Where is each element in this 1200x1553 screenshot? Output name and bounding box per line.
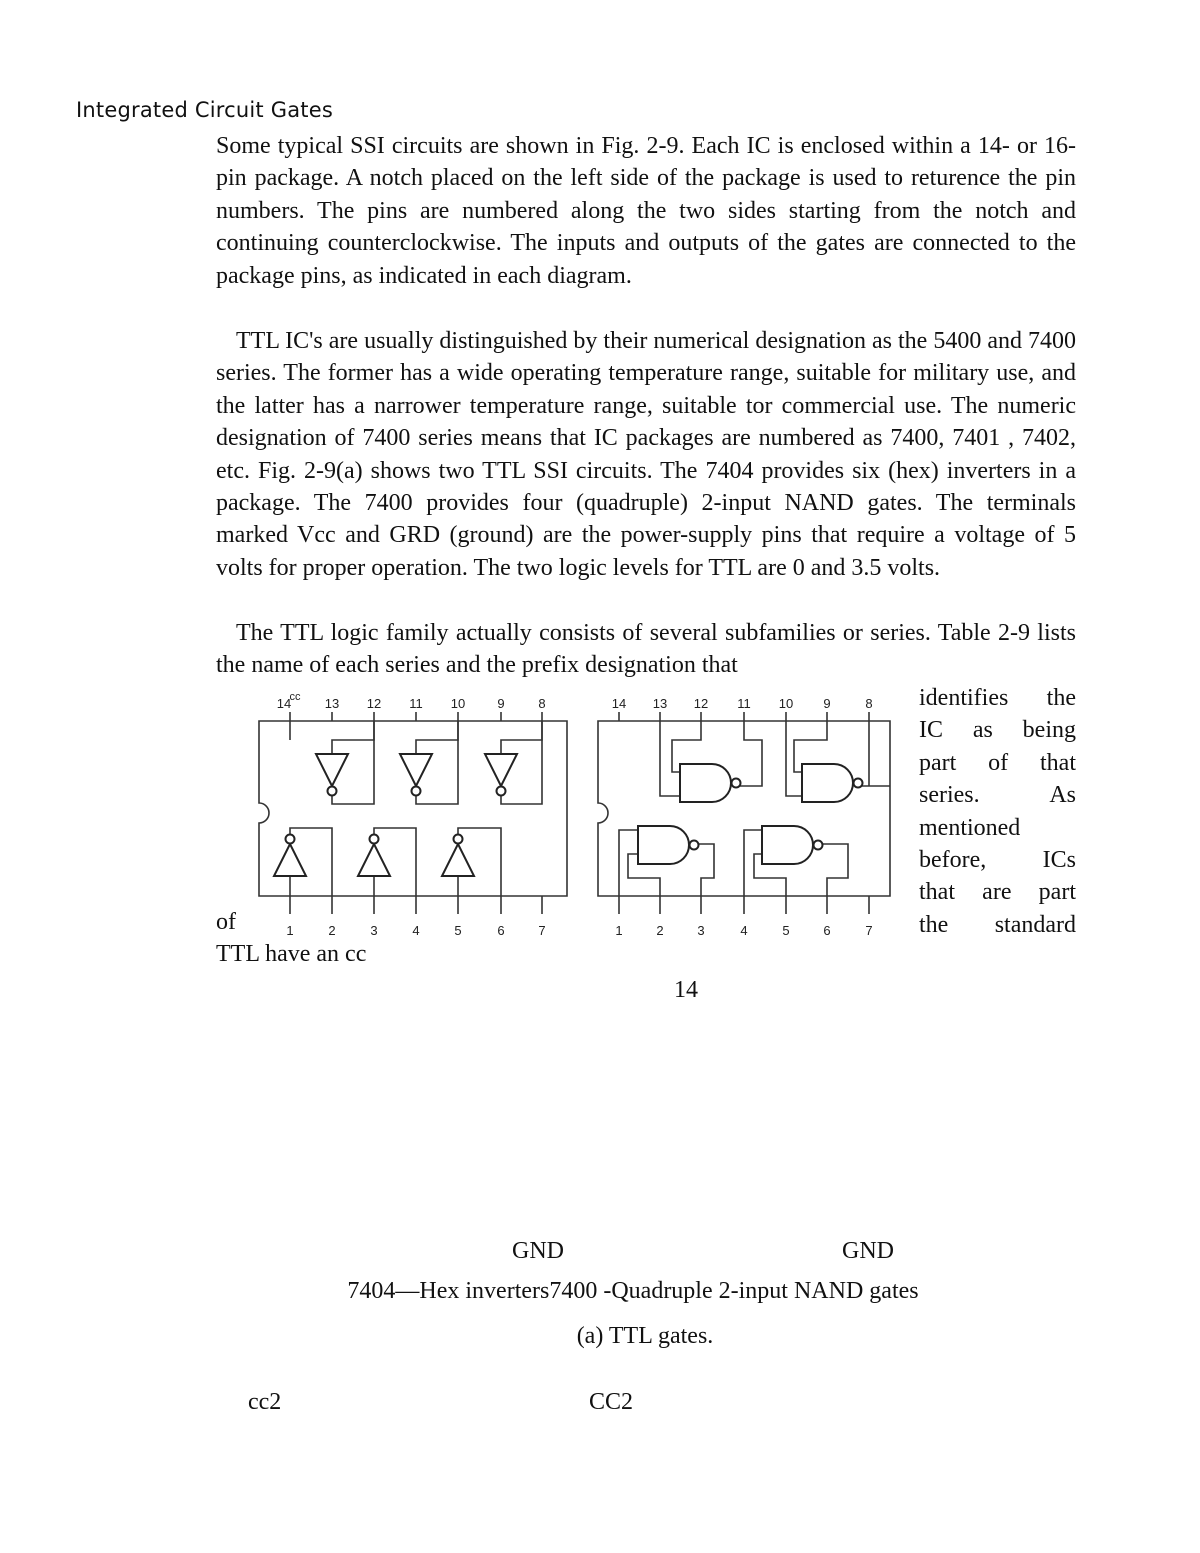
pin-label: 5 bbox=[454, 923, 462, 938]
top-pins bbox=[290, 712, 542, 721]
wrap-line: part of that bbox=[919, 749, 1076, 776]
wrap-line: before, ICs bbox=[919, 846, 1076, 873]
nand-gate bbox=[802, 764, 863, 802]
vcc-label: cc bbox=[289, 691, 301, 703]
cc2-label-left: cc2 bbox=[248, 1389, 282, 1415]
pin-label: 8 bbox=[865, 696, 873, 711]
pin-label: 7 bbox=[865, 923, 873, 938]
pin-label: 14 bbox=[611, 696, 627, 711]
nand-gate bbox=[680, 764, 741, 802]
pin-label: 5 bbox=[782, 923, 790, 938]
inverter-gate bbox=[400, 754, 432, 796]
top-pin-labels bbox=[612, 696, 873, 711]
cc2-label-right: CC2 bbox=[589, 1389, 634, 1415]
inverter-gate bbox=[274, 835, 306, 877]
pin-label: 4 bbox=[412, 923, 420, 938]
pin-label: 2 bbox=[328, 923, 336, 938]
gnd-label-right: GND bbox=[842, 1238, 894, 1264]
inverter-gate bbox=[358, 835, 390, 877]
pin-label: 6 bbox=[497, 923, 505, 938]
pin-label: 14 bbox=[276, 696, 292, 711]
bottom-pins bbox=[290, 896, 542, 914]
wrap-line: IC as being bbox=[919, 717, 1076, 744]
figure-subcaption: (a) TTL gates. bbox=[576, 1323, 714, 1349]
pin-label: 11 bbox=[737, 696, 751, 711]
ic-7404-diagram bbox=[250, 688, 580, 946]
pin-label: 13 bbox=[652, 696, 668, 711]
pin-label: 3 bbox=[697, 923, 705, 938]
ic-7400-diagram bbox=[590, 688, 915, 946]
inverter-gate bbox=[442, 835, 474, 877]
pin-label: 8 bbox=[538, 696, 546, 711]
top-pins bbox=[619, 712, 869, 721]
wrap-line: that are part bbox=[919, 879, 1076, 906]
pin-label: 13 bbox=[324, 696, 340, 711]
pin-label: 6 bbox=[823, 923, 831, 938]
pin-label: 12 bbox=[693, 696, 709, 711]
page-number: 14 bbox=[674, 977, 698, 1003]
wrap-line: identifies the bbox=[919, 685, 1076, 711]
nand-gate bbox=[638, 826, 699, 864]
inverter-gate bbox=[485, 754, 517, 796]
pin-label: 2 bbox=[656, 923, 664, 938]
paragraph-3-text: The TTL logic family actually consists of several subfamilies or series. Table 2-9 lists the name of each series and the prefix designation that bbox=[216, 620, 1076, 679]
gnd-label-left: GND bbox=[512, 1238, 564, 1264]
pin-label: 12 bbox=[366, 696, 382, 711]
bottom-wiring bbox=[290, 828, 501, 896]
pin-label: 1 bbox=[286, 923, 294, 938]
section-heading: Integrated Circuit Gates bbox=[76, 98, 333, 122]
paragraph-1-text: Some typical SSI circuits are shown in Fig. 2-9. Each IC is enclosed within a 14- or 16-pin package. A notch placed on the left side of the package is used to returence the pin numbers. The pins are numbered along the two sides starting from the notch and continuing counterclockwise. The inputs and outputs of the gates are connected to the package pins, as indicated in each diagram. bbox=[216, 133, 1076, 289]
package-outline bbox=[259, 721, 567, 896]
bottom-pins bbox=[619, 896, 869, 914]
paragraph-1 bbox=[216, 130, 1076, 292]
wrap-line: mentioned bbox=[919, 814, 1021, 841]
wrapped-word-of: of bbox=[216, 909, 236, 935]
paragraph-2-text: TTL IC's are usually distinguished by their numerical designation as the 5400 and 7400 series. The former has a wide operating temperature range, suitable for military use, and the latter has a narrower temperature range, suitable tor commercial use. The numeric designation of 7400 series means that IC packages are numbered as 7400, 7401 , 7402, etc. Fig. 2-9(a) shows two TTL SSI circuits. The 7404 provides six (hex) inverters in a package. The 7400 provides four (quadruple) 2-input NAND gates. The terminals marked Vcc and GRD (ground) are the power-supply pins that require a voltage of 5 volts for proper operation. The two logic levels for TTL are 0 and 3.5 volts. bbox=[216, 328, 1076, 581]
bottom-pin-labels bbox=[286, 923, 545, 938]
pin-label: 7 bbox=[538, 923, 546, 938]
inverter-gate bbox=[316, 754, 348, 796]
nand-gate bbox=[762, 826, 823, 864]
bottom-pin-labels bbox=[615, 923, 872, 938]
wrap-line: the standard bbox=[919, 911, 1076, 938]
pin-label: 10 bbox=[778, 696, 794, 711]
pin-label: 11 bbox=[409, 696, 423, 711]
pin-label: 9 bbox=[823, 696, 831, 711]
top-pin-labels bbox=[277, 691, 546, 711]
paragraph-3 bbox=[216, 617, 1076, 682]
paragraph-2 bbox=[216, 325, 1076, 584]
pin-label: 10 bbox=[450, 696, 466, 711]
continuation-line: TTL have an cc bbox=[216, 941, 367, 967]
pin-label: 4 bbox=[740, 923, 748, 938]
wrapped-text-column bbox=[919, 682, 1076, 941]
pin-label: 3 bbox=[370, 923, 378, 938]
figure-caption: 7404—Hex inverters7400 -Quadruple 2-input NAND gates bbox=[347, 1278, 919, 1304]
pin-label: 9 bbox=[497, 696, 505, 711]
wrap-line: series. As bbox=[919, 782, 1076, 809]
pin-label: 1 bbox=[615, 923, 623, 938]
